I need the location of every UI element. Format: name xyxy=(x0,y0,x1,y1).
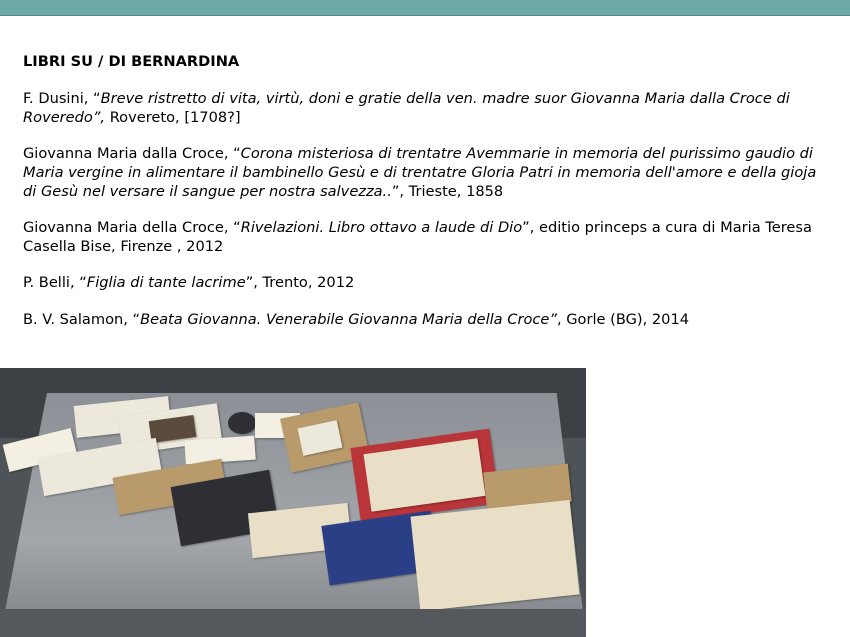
reliquary-object xyxy=(228,412,256,434)
entry-author: B. V. Salamon, “ xyxy=(23,310,141,328)
entry-title: Figlia di tante lacrime xyxy=(86,274,246,292)
entry-title: Breve ristretto di vita, virtù, doni e gratie della ven. madre suor Giovanna Maria dalla Croce di Roveredo”, xyxy=(23,90,790,126)
entry-publication: , Gorle (BG), 2014 xyxy=(556,310,690,328)
bibliography-entry-2 xyxy=(23,145,828,201)
bibliography-entry-4 xyxy=(23,274,828,293)
entry-author: Giovanna Maria della Croce, “ xyxy=(23,219,241,237)
bibliography-entry-5 xyxy=(23,311,828,330)
bibliography-entry-1 xyxy=(23,90,828,127)
cream-book xyxy=(410,500,579,611)
entry-title: Corona misteriosa di trentatre Avemmarie in memoria del purissimo gaudio di Maria vergine in alimentare il bambinello Gesù e di trentatre Gloria Patri in memoria dell'amore e della gioja di Gesù nel versare il sangue per nostra salvezza.. xyxy=(23,145,817,200)
entry-publication: Rovereto, [1708?] xyxy=(105,108,241,126)
entry-title: Rivelazioni. Libro ottavo a laude di Dio xyxy=(240,219,523,237)
display-case-photo xyxy=(0,368,586,637)
bibliography-entry-3 xyxy=(23,219,828,256)
entry-publication: ”, Trento, 2012 xyxy=(245,274,355,292)
entry-author: Giovanna Maria dalla Croce, “ xyxy=(23,145,241,163)
case-front-edge xyxy=(0,609,586,637)
top-accent-bar xyxy=(0,0,850,16)
entry-publication: ”, Trieste, 1858 xyxy=(391,182,504,200)
entry-author: P. Belli, “ xyxy=(23,274,87,292)
entry-author: F. Dusini, “ xyxy=(23,90,101,108)
entry-publication: ”, editio princeps a cura di Maria Teresa Casella Bise, Firenze , 2012 xyxy=(23,219,812,255)
entry-title: Beata Giovanna. Venerabile Giovanna Maria della Croce” xyxy=(140,310,557,328)
page-heading: LIBRI SU / DI BERNARDINA xyxy=(23,53,240,70)
document-body xyxy=(23,53,828,348)
